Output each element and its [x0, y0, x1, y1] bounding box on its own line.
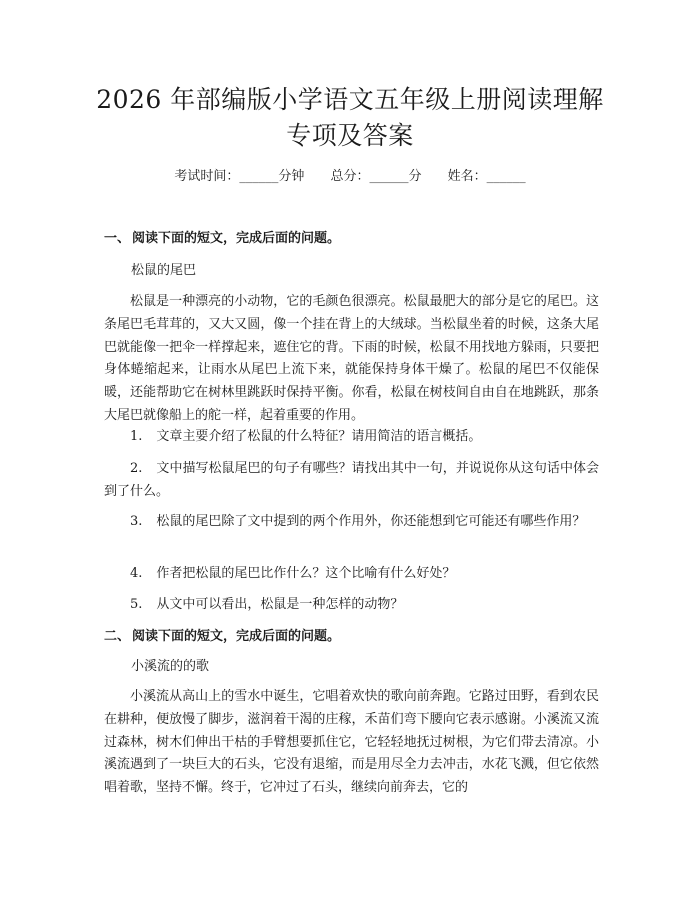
section-heading-1: [104, 230, 340, 248]
section-heading-2: [104, 628, 340, 646]
question-text: 从文中可以看出，松鼠是一种怎样的动物？: [156, 597, 404, 612]
section-number: 一、: [104, 231, 131, 246]
question-text: 松鼠的尾巴除了文中提到的两个作用外，你还能想到它可能还有哪些作用？: [156, 514, 586, 529]
exam-info: [100, 168, 600, 186]
document-title-line-2: 专项及答案: [286, 121, 414, 150]
question-item: [104, 594, 599, 617]
story-title: 松鼠的尾巴: [131, 263, 197, 278]
question-item: [104, 458, 599, 504]
student-name: 姓名：______: [447, 169, 526, 184]
story-paragraph: 松鼠是一种漂亮的小动物，它的毛颜色很漂亮。松鼠最肥大的部分是它的尾巴。这条尾巴毛茸茸的，又大又圆，像一个挂在背上的大绒球。当松鼠坐着的时候，这条大尾巴就能像一把伞一样撑起来，遮住它的背。下雨的时候，松鼠不用找地方躲雨，只要把身体蜷缩起来，让雨水从尾巴上流下来，就能保持身体干燥了。松鼠的尾巴不仅能保暖，还能帮助它在树林里跳跃时保持平衡。你看，松鼠在树枝间自由自在地跳跃，那条大尾巴就像船上的舵一样，起着重要的作用。: [104, 294, 599, 423]
question-item: [104, 426, 599, 449]
question-item: [104, 511, 599, 534]
question-text: 作者把松鼠的尾巴比作什么？这个比喻有什么好处？: [156, 566, 456, 581]
question-number: 3.: [130, 514, 143, 529]
section-number: 二、: [104, 629, 131, 644]
exam-total-score: 总分：______分: [330, 169, 422, 184]
question-number: 5.: [130, 597, 143, 612]
story-title: 小溪流的的歌: [131, 659, 210, 674]
exam-time: 考试时间：______分钟: [174, 169, 305, 184]
question-number: 2.: [130, 461, 143, 476]
section-instruction: 阅读下面的短文，完成后面的问题。: [132, 231, 341, 246]
question-number: 1.: [130, 429, 143, 444]
question-text: 文中描写松鼠尾巴的句子有哪些？请找出其中一句，并说说你从这句话中体会到了什么。: [104, 461, 599, 499]
question-text: 文章主要介绍了松鼠的什么特征？请用简洁的语言概括。: [156, 429, 482, 444]
question-number: 4.: [130, 566, 143, 581]
story-paragraph: 小溪流从高山上的雪水中诞生，它唱着欢快的歌向前奔跑。它路过田野，看到农民在耕种，便放慢了脚步，滋润着干渴的庄稼，禾苗们弯下腰向它表示感谢。小溪流又流过森林，树木们伸出干枯的手臂想要抓住它，它轻轻地抚过树根，为它们带去清凉。小溪流遇到了一块巨大的石头，它没有退缩，而是用尽全力去冲击，水花飞溅，但它依然唱着歌，坚持不懈。终于，它冲过了石头，继续向前奔去，它的: [104, 689, 599, 796]
question-item: [104, 563, 599, 586]
section-instruction: 阅读下面的短文，完成后面的问题。: [132, 629, 341, 644]
document-title-line-1: 2026 年部编版小学语文五年级上册阅读理解: [96, 85, 604, 114]
